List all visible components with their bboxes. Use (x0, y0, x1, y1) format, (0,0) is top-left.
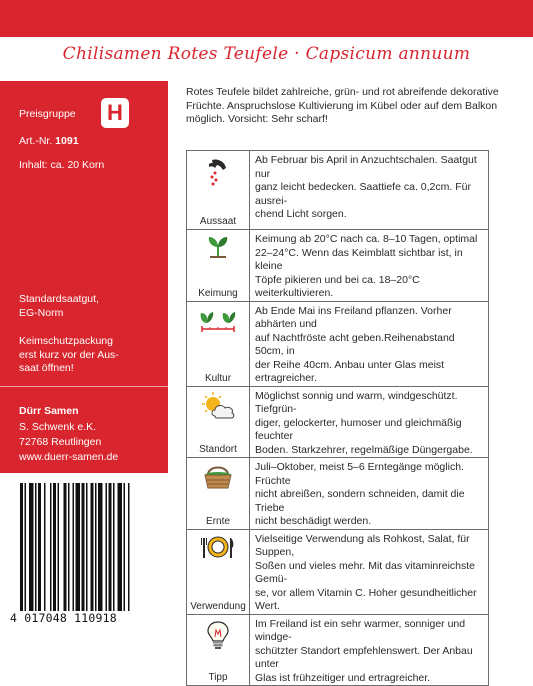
company-name: Dürr Samen (19, 405, 79, 417)
step-label-standort: Standort (199, 444, 237, 455)
lightbulb-icon (205, 620, 231, 650)
step-icon-cell (187, 458, 250, 530)
harvest-basket-icon (201, 463, 235, 491)
step-text-keimung (250, 230, 489, 302)
barcode-bar (124, 483, 126, 611)
sidebar (0, 81, 168, 625)
step-row-standort (187, 386, 489, 458)
step-line: auf Nachtfröste acht geben.Reihenabstand 50cm, in (255, 331, 455, 357)
sun-cloud-icon (198, 392, 238, 420)
step-row-aussaat (187, 151, 489, 230)
price-group-label: Preisgruppe (19, 108, 76, 120)
intro-line-2: Früchte. Anspruchslose Kultivierung im Kübel oder auf dem Balkon (186, 99, 498, 112)
step-label-tipp: Tipp (208, 672, 228, 683)
step-label-ernte: Ernte (206, 515, 230, 527)
step-text-ernte (250, 458, 489, 530)
cultivation-table (186, 150, 489, 686)
barcode-bar (68, 483, 70, 611)
barcode-bar (95, 483, 97, 611)
step-line: Töpfe pikieren und bei ca. 18–20°C weiterkultivieren. (255, 273, 420, 299)
step-row-tipp (187, 614, 489, 686)
step-line: se, vor allem Vitamin C. Hoher gesundheitlicher Wert. (255, 586, 477, 612)
step-line: Soßen und vieles mehr. Mit das vitaminreichste Gemü- (255, 559, 476, 585)
barcode-bar (38, 483, 41, 611)
step-line: Boden. Starkzehrer, regelmäßige Düngergabe. (255, 443, 473, 456)
barcode-bar (113, 483, 115, 611)
barcode-bar (73, 483, 75, 611)
barcode-bar (98, 483, 103, 611)
barcode-bar (86, 483, 88, 611)
step-text-kultur (250, 301, 489, 386)
seedling-icon (203, 235, 233, 261)
plate-cutlery-icon (199, 535, 237, 563)
protection-line-2: erst kurz vor der Aus- (19, 348, 119, 361)
barcode-bar (50, 483, 52, 611)
step-line: Möglichst sonnig und warm, windgeschützt. Tiefgrün- (255, 389, 458, 415)
barcode-bar (20, 483, 23, 611)
step-line: Glas ist frühzeitiger und ertragreicher. (255, 671, 431, 684)
plants-ruler-icon (198, 307, 238, 335)
step-text-verwendung (250, 529, 489, 614)
address-line-1: S. Schwenk e.K. (19, 421, 97, 433)
step-line: schützter Standort empfehlenswert. Der Anbau unter (255, 644, 473, 670)
protection-line-1: Keimschutzpackung (19, 335, 113, 347)
barcode-bar (82, 483, 85, 611)
website-link[interactable]: www.duerr-samen.de (19, 451, 119, 463)
step-line: nicht abreißen, sondern schneiden, damit die Triebe (255, 488, 465, 514)
step-line: Ab Februar bis April in Anzuchtschalen. Saatgut nur (255, 154, 477, 180)
step-icon-cell (187, 230, 250, 302)
step-icon-cell (187, 386, 250, 458)
barcode-bar (106, 483, 108, 611)
price-group-badge: H (101, 98, 129, 128)
protection-line-3: saat öffnen! (19, 362, 74, 374)
step-row-verwendung (187, 529, 489, 614)
sidebar-divider (0, 386, 168, 387)
standard-line-1: Standardsaatgut, (19, 293, 99, 305)
step-line: 22–24°C. Wenn das Keimblatt sichtbar ist, in kleine (255, 246, 463, 272)
step-icon-cell (187, 301, 250, 386)
standard-seed-note (19, 293, 164, 320)
step-line: Ab Ende Mai ins Freiland pflanzen. Vorher abhärten und (255, 304, 452, 330)
article-number (19, 135, 79, 149)
step-line: Keimung ab 20°C nach ca. 8–10 Tagen, optimal (255, 233, 478, 245)
step-text-tipp (250, 614, 489, 686)
barcode-bar (128, 483, 130, 611)
intro-text (186, 86, 516, 127)
barcode-bar (118, 483, 123, 611)
barcode-bar (25, 483, 27, 611)
address-line-2: 72768 Reutlingen (19, 436, 102, 448)
step-label-verwendung: Verwendung (190, 600, 246, 612)
step-label-kultur: Kultur (204, 372, 232, 384)
step-row-ernte (187, 458, 489, 530)
article-number-label: Art.-Nr. (19, 135, 53, 147)
article-number-value: 1091 (55, 135, 79, 147)
barcode-bar (58, 483, 60, 611)
page-title: Chilisamen Rotes Teufele · Capsicum annuum (62, 44, 471, 64)
barcode-number: 4 017048 110918 (10, 611, 117, 625)
barcode-bar (109, 483, 112, 611)
step-row-keimung (187, 230, 489, 302)
step-label-keimung: Keimung (198, 287, 238, 299)
top-color-band (0, 0, 533, 37)
step-line: chend Licht sorgen. (255, 208, 347, 220)
step-row-kultur (187, 301, 489, 386)
step-line: Vielseitige Verwendung als Rohkost, Salat, für Suppen, (255, 532, 470, 558)
barcode-bar (44, 483, 46, 611)
intro-line-3: möglich. Vorsicht: Sehr scharf! (186, 113, 328, 125)
step-text-aussaat (250, 151, 489, 230)
step-line: Juli–Oktober, meist 5–6 Erntegänge möglich. Früchte (255, 461, 464, 487)
step-line: der Reihe 40cm. Anbau unter Glas meist ertragreicher. (255, 358, 445, 384)
step-line: Im Freiland ist ein sehr warmer, sonniger und windge- (255, 617, 466, 643)
step-line: nicht beschädigt werden. (255, 515, 372, 527)
barcode-bars (20, 483, 164, 611)
step-line: diger, gelockerter, humoser und gleichmäßig feuchter (255, 416, 462, 442)
barcode-bar (91, 483, 94, 611)
content-amount: Inhalt: ca. 20 Korn (19, 159, 105, 171)
barcode-bar (53, 483, 56, 611)
barcode-bar (35, 483, 37, 611)
standard-line-2: EG-Norm (19, 306, 64, 319)
step-label-aussaat: Aussaat (199, 216, 237, 227)
sowing-hand-icon (203, 156, 233, 190)
barcode-bar (76, 483, 81, 611)
step-line: ganz leicht bedecken. Saattiefe ca. 0,2cm. Für ausrei- (255, 181, 471, 207)
step-text-standort (250, 386, 489, 458)
barcode-bar (29, 483, 34, 611)
intro-line-1: Rotes Teufele bildet zahlreiche, grün- und rot abreifende dekorative (186, 86, 499, 98)
protection-note (19, 335, 159, 376)
step-icon-cell (187, 614, 250, 686)
step-icon-cell (187, 529, 250, 614)
barcode-bar (64, 483, 67, 611)
step-icon-cell (187, 151, 250, 230)
barcode (0, 473, 168, 628)
